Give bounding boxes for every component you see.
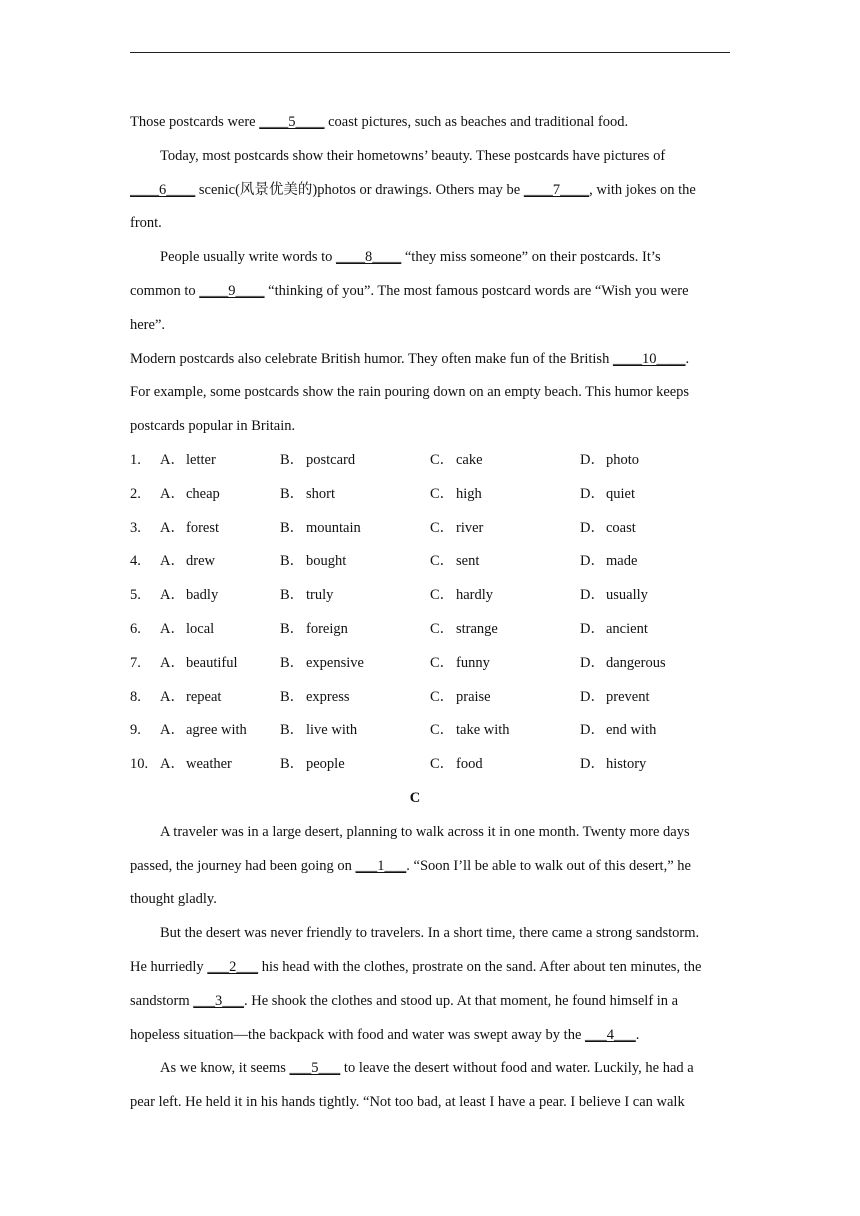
option-a xyxy=(160,546,280,580)
option-text: local xyxy=(186,620,215,637)
question-number: 4. xyxy=(130,553,141,570)
option-c xyxy=(430,648,580,682)
option-d xyxy=(580,546,730,580)
option-b xyxy=(280,648,430,682)
text-run: Today, most postcards show their hometowns’ beauty. These postcards have pictures of xyxy=(160,147,666,164)
option-b xyxy=(280,682,430,716)
question-number: 1. xyxy=(130,451,141,468)
option-text: river xyxy=(456,519,484,536)
option-a xyxy=(160,648,280,682)
option-letter: D． xyxy=(580,485,605,502)
text-run: As we know, it seems xyxy=(160,1060,290,1077)
option-letter: D． xyxy=(580,722,605,739)
question-row xyxy=(130,682,730,716)
option-text: ancient xyxy=(606,620,648,637)
option-letter: C． xyxy=(430,451,455,468)
option-letter: D． xyxy=(580,654,605,671)
option-c xyxy=(430,614,580,648)
passage-b-text xyxy=(130,107,730,445)
option-b xyxy=(280,715,430,749)
text-line xyxy=(130,208,730,242)
option-letter: D． xyxy=(580,587,605,604)
question-number: 5. xyxy=(130,587,141,604)
text-line xyxy=(130,175,730,209)
option-text: cake xyxy=(456,451,483,468)
text-line xyxy=(130,377,730,411)
option-letter: A． xyxy=(160,756,185,773)
question-number: 10. xyxy=(130,756,149,773)
option-d xyxy=(580,648,730,682)
text-line xyxy=(130,918,730,952)
option-text: forest xyxy=(186,519,220,536)
option-text: foreign xyxy=(306,620,348,637)
option-text: history xyxy=(606,756,647,773)
option-a xyxy=(160,445,280,479)
option-a xyxy=(160,614,280,648)
option-letter: D． xyxy=(580,553,605,570)
text-run: People usually write words to xyxy=(160,249,336,266)
section-title: C xyxy=(409,789,421,806)
option-text: bought xyxy=(306,553,347,570)
option-a xyxy=(160,513,280,547)
question-row xyxy=(130,749,730,783)
option-d xyxy=(580,614,730,648)
option-a xyxy=(160,580,280,614)
text-line xyxy=(130,310,730,344)
answer-blank: ___3___ xyxy=(193,992,244,1009)
text-line xyxy=(130,952,730,986)
option-text: prevent xyxy=(606,688,650,705)
text-run: A traveler was in a large desert, planning to walk across it in one month. Twenty more days xyxy=(160,823,690,840)
text-run: his head with the clothes, prostrate on the sand. After about ten minutes, the xyxy=(258,958,702,975)
option-text: made xyxy=(606,553,638,570)
text-run: hopeless situation—the backpack with food and water was swept away by the xyxy=(130,1026,586,1043)
option-letter: D． xyxy=(580,688,605,705)
text-line xyxy=(130,986,730,1020)
option-d xyxy=(580,580,730,614)
text-run: scenic(风景优美的)photos or drawings. Others may be xyxy=(195,181,524,198)
option-a xyxy=(160,715,280,749)
option-letter: B． xyxy=(280,722,305,739)
option-d xyxy=(580,715,730,749)
option-letter: B． xyxy=(280,519,305,536)
option-text: end with xyxy=(606,722,657,739)
option-b xyxy=(280,749,430,783)
option-text: cheap xyxy=(186,485,220,502)
option-text: postcard xyxy=(306,451,356,468)
option-text: photo xyxy=(606,451,640,468)
option-letter: A． xyxy=(160,587,185,604)
option-b xyxy=(280,614,430,648)
text-run: here”. xyxy=(130,316,166,333)
question-row xyxy=(130,445,730,479)
question-number: 8. xyxy=(130,688,141,705)
option-letter: A． xyxy=(160,451,185,468)
answer-blank: ___2___ xyxy=(207,958,259,975)
text-line xyxy=(130,817,730,851)
text-run: coast pictures, such as beaches and traditional food. xyxy=(324,114,629,130)
question-list xyxy=(130,445,730,783)
text-line xyxy=(130,411,730,445)
text-run: . xyxy=(685,350,690,367)
text-line xyxy=(130,1053,730,1087)
text-run: Those postcards were xyxy=(130,114,260,130)
option-text: letter xyxy=(186,451,216,468)
option-letter: A． xyxy=(160,722,185,739)
option-text: short xyxy=(306,485,335,502)
document-body xyxy=(130,107,730,1121)
option-text: usually xyxy=(606,587,648,604)
option-text: badly xyxy=(186,587,219,604)
answer-blank: ____6____ xyxy=(130,181,196,198)
option-letter: B． xyxy=(280,485,305,502)
option-b xyxy=(280,479,430,513)
question-number: 6. xyxy=(130,620,141,637)
option-text: food xyxy=(456,756,483,773)
text-run: postcards popular in Britain. xyxy=(130,418,296,435)
header-rule xyxy=(130,52,730,53)
question-row xyxy=(130,648,730,682)
option-c xyxy=(430,513,580,547)
question-row xyxy=(130,614,730,648)
question-row xyxy=(130,715,730,749)
option-letter: A． xyxy=(160,688,185,705)
question-number: 7. xyxy=(130,654,141,671)
text-run: pear left. He held it in his hands tightly. “Not too bad, at least I have a pear. I believe I can walk xyxy=(130,1094,685,1111)
question-number: 3. xyxy=(130,519,141,536)
text-line xyxy=(130,107,730,141)
option-d xyxy=(580,682,730,716)
option-text: dangerous xyxy=(606,654,666,671)
text-line xyxy=(130,276,730,310)
option-text: express xyxy=(306,688,350,705)
option-letter: A． xyxy=(160,620,185,637)
option-letter: C． xyxy=(430,722,455,739)
option-text: beautiful xyxy=(186,654,238,671)
option-text: truly xyxy=(306,587,334,604)
option-letter: B． xyxy=(280,451,305,468)
question-number: 2. xyxy=(130,485,141,502)
option-text: strange xyxy=(456,620,498,637)
option-text: people xyxy=(306,756,345,773)
answer-blank: ____7____ xyxy=(523,181,590,198)
option-letter: A． xyxy=(160,654,185,671)
text-run: to leave the desert without food and water. Luckily, he had a xyxy=(340,1060,694,1077)
option-text: praise xyxy=(456,688,491,705)
text-run: For example, some postcards show the rain pouring down on an empty beach. This humor keeps xyxy=(130,384,690,401)
passage-c-text xyxy=(130,817,730,1121)
answer-blank: ____9____ xyxy=(199,282,265,299)
option-letter: D． xyxy=(580,451,605,468)
option-text: high xyxy=(456,485,482,502)
option-letter: B． xyxy=(280,553,305,570)
option-a xyxy=(160,479,280,513)
answer-blank: ___5___ xyxy=(289,1060,341,1077)
text-line xyxy=(130,851,730,885)
option-d xyxy=(580,445,730,479)
text-line xyxy=(130,141,730,175)
option-c xyxy=(430,715,580,749)
option-letter: A． xyxy=(160,553,185,570)
option-text: repeat xyxy=(186,688,222,705)
answer-blank: ____5____ xyxy=(259,114,325,130)
option-letter: B． xyxy=(280,756,305,773)
text-line xyxy=(130,884,730,918)
option-b xyxy=(280,445,430,479)
option-text: weather xyxy=(186,756,232,773)
option-letter: A． xyxy=(160,519,185,536)
option-letter: C． xyxy=(430,519,455,536)
option-a xyxy=(160,749,280,783)
text-run: , with jokes on the xyxy=(589,181,696,198)
option-text: coast xyxy=(606,519,636,536)
text-run: front. xyxy=(130,215,162,232)
option-c xyxy=(430,546,580,580)
text-run: He hurriedly xyxy=(130,958,208,975)
text-run: “they miss someone” on their postcards. It’s xyxy=(401,249,661,266)
option-letter: B． xyxy=(280,688,305,705)
text-run: passed, the journey had been going on xyxy=(130,857,356,874)
question-row xyxy=(130,513,730,547)
option-letter: C． xyxy=(430,654,455,671)
text-run: sandstorm xyxy=(130,992,194,1009)
option-letter: D． xyxy=(580,756,605,773)
option-d xyxy=(580,513,730,547)
question-row xyxy=(130,479,730,513)
answer-blank: ___4___ xyxy=(585,1026,636,1043)
option-letter: C． xyxy=(430,485,455,502)
option-text: agree with xyxy=(186,722,247,739)
question-row xyxy=(130,580,730,614)
option-c xyxy=(430,580,580,614)
option-b xyxy=(280,580,430,614)
text-line xyxy=(130,1087,730,1121)
option-text: expensive xyxy=(306,654,364,671)
answer-blank: ____10____ xyxy=(612,350,686,367)
option-letter: C． xyxy=(430,620,455,637)
option-letter: C． xyxy=(430,553,455,570)
option-letter: B． xyxy=(280,620,305,637)
option-c xyxy=(430,682,580,716)
text-run: Modern postcards also celebrate British humor. They often make fun of the British xyxy=(130,350,613,367)
option-text: take with xyxy=(456,722,510,739)
option-letter: D． xyxy=(580,519,605,536)
option-d xyxy=(580,749,730,783)
option-letter: C． xyxy=(430,688,455,705)
option-c xyxy=(430,445,580,479)
text-run: But the desert was never friendly to travelers. In a short time, there came a strong sandstorm. xyxy=(160,925,700,942)
text-run: “thinking of you”. The most famous postcard words are “Wish you were xyxy=(264,282,689,299)
answer-blank: ____8____ xyxy=(336,249,402,266)
option-d xyxy=(580,479,730,513)
option-text: quiet xyxy=(606,485,635,502)
option-b xyxy=(280,513,430,547)
text-line xyxy=(130,344,730,378)
answer-blank: ___1___ xyxy=(355,857,407,874)
option-text: live with xyxy=(306,722,358,739)
option-letter: B． xyxy=(280,587,305,604)
option-text: hardly xyxy=(456,587,494,604)
option-b xyxy=(280,546,430,580)
option-a xyxy=(160,682,280,716)
option-text: sent xyxy=(456,553,480,570)
option-letter: A． xyxy=(160,485,185,502)
option-letter: C． xyxy=(430,756,455,773)
text-run: . “Soon I’ll be able to walk out of this desert,” he xyxy=(406,857,691,874)
option-c xyxy=(430,479,580,513)
option-letter: C． xyxy=(430,587,455,604)
text-run: thought gladly. xyxy=(130,891,217,908)
text-line xyxy=(130,1020,730,1054)
option-text: funny xyxy=(456,654,490,671)
option-letter: D． xyxy=(580,620,605,637)
option-letter: B． xyxy=(280,654,305,671)
text-run: . xyxy=(635,1026,640,1043)
option-text: drew xyxy=(186,553,215,570)
text-run: common to xyxy=(130,282,200,299)
option-c xyxy=(430,749,580,783)
option-text: mountain xyxy=(306,519,361,536)
text-line xyxy=(130,242,730,276)
question-number: 9. xyxy=(130,722,141,739)
question-row xyxy=(130,546,730,580)
text-run: . He shook the clothes and stood up. At that moment, he found himself in a xyxy=(243,992,679,1009)
